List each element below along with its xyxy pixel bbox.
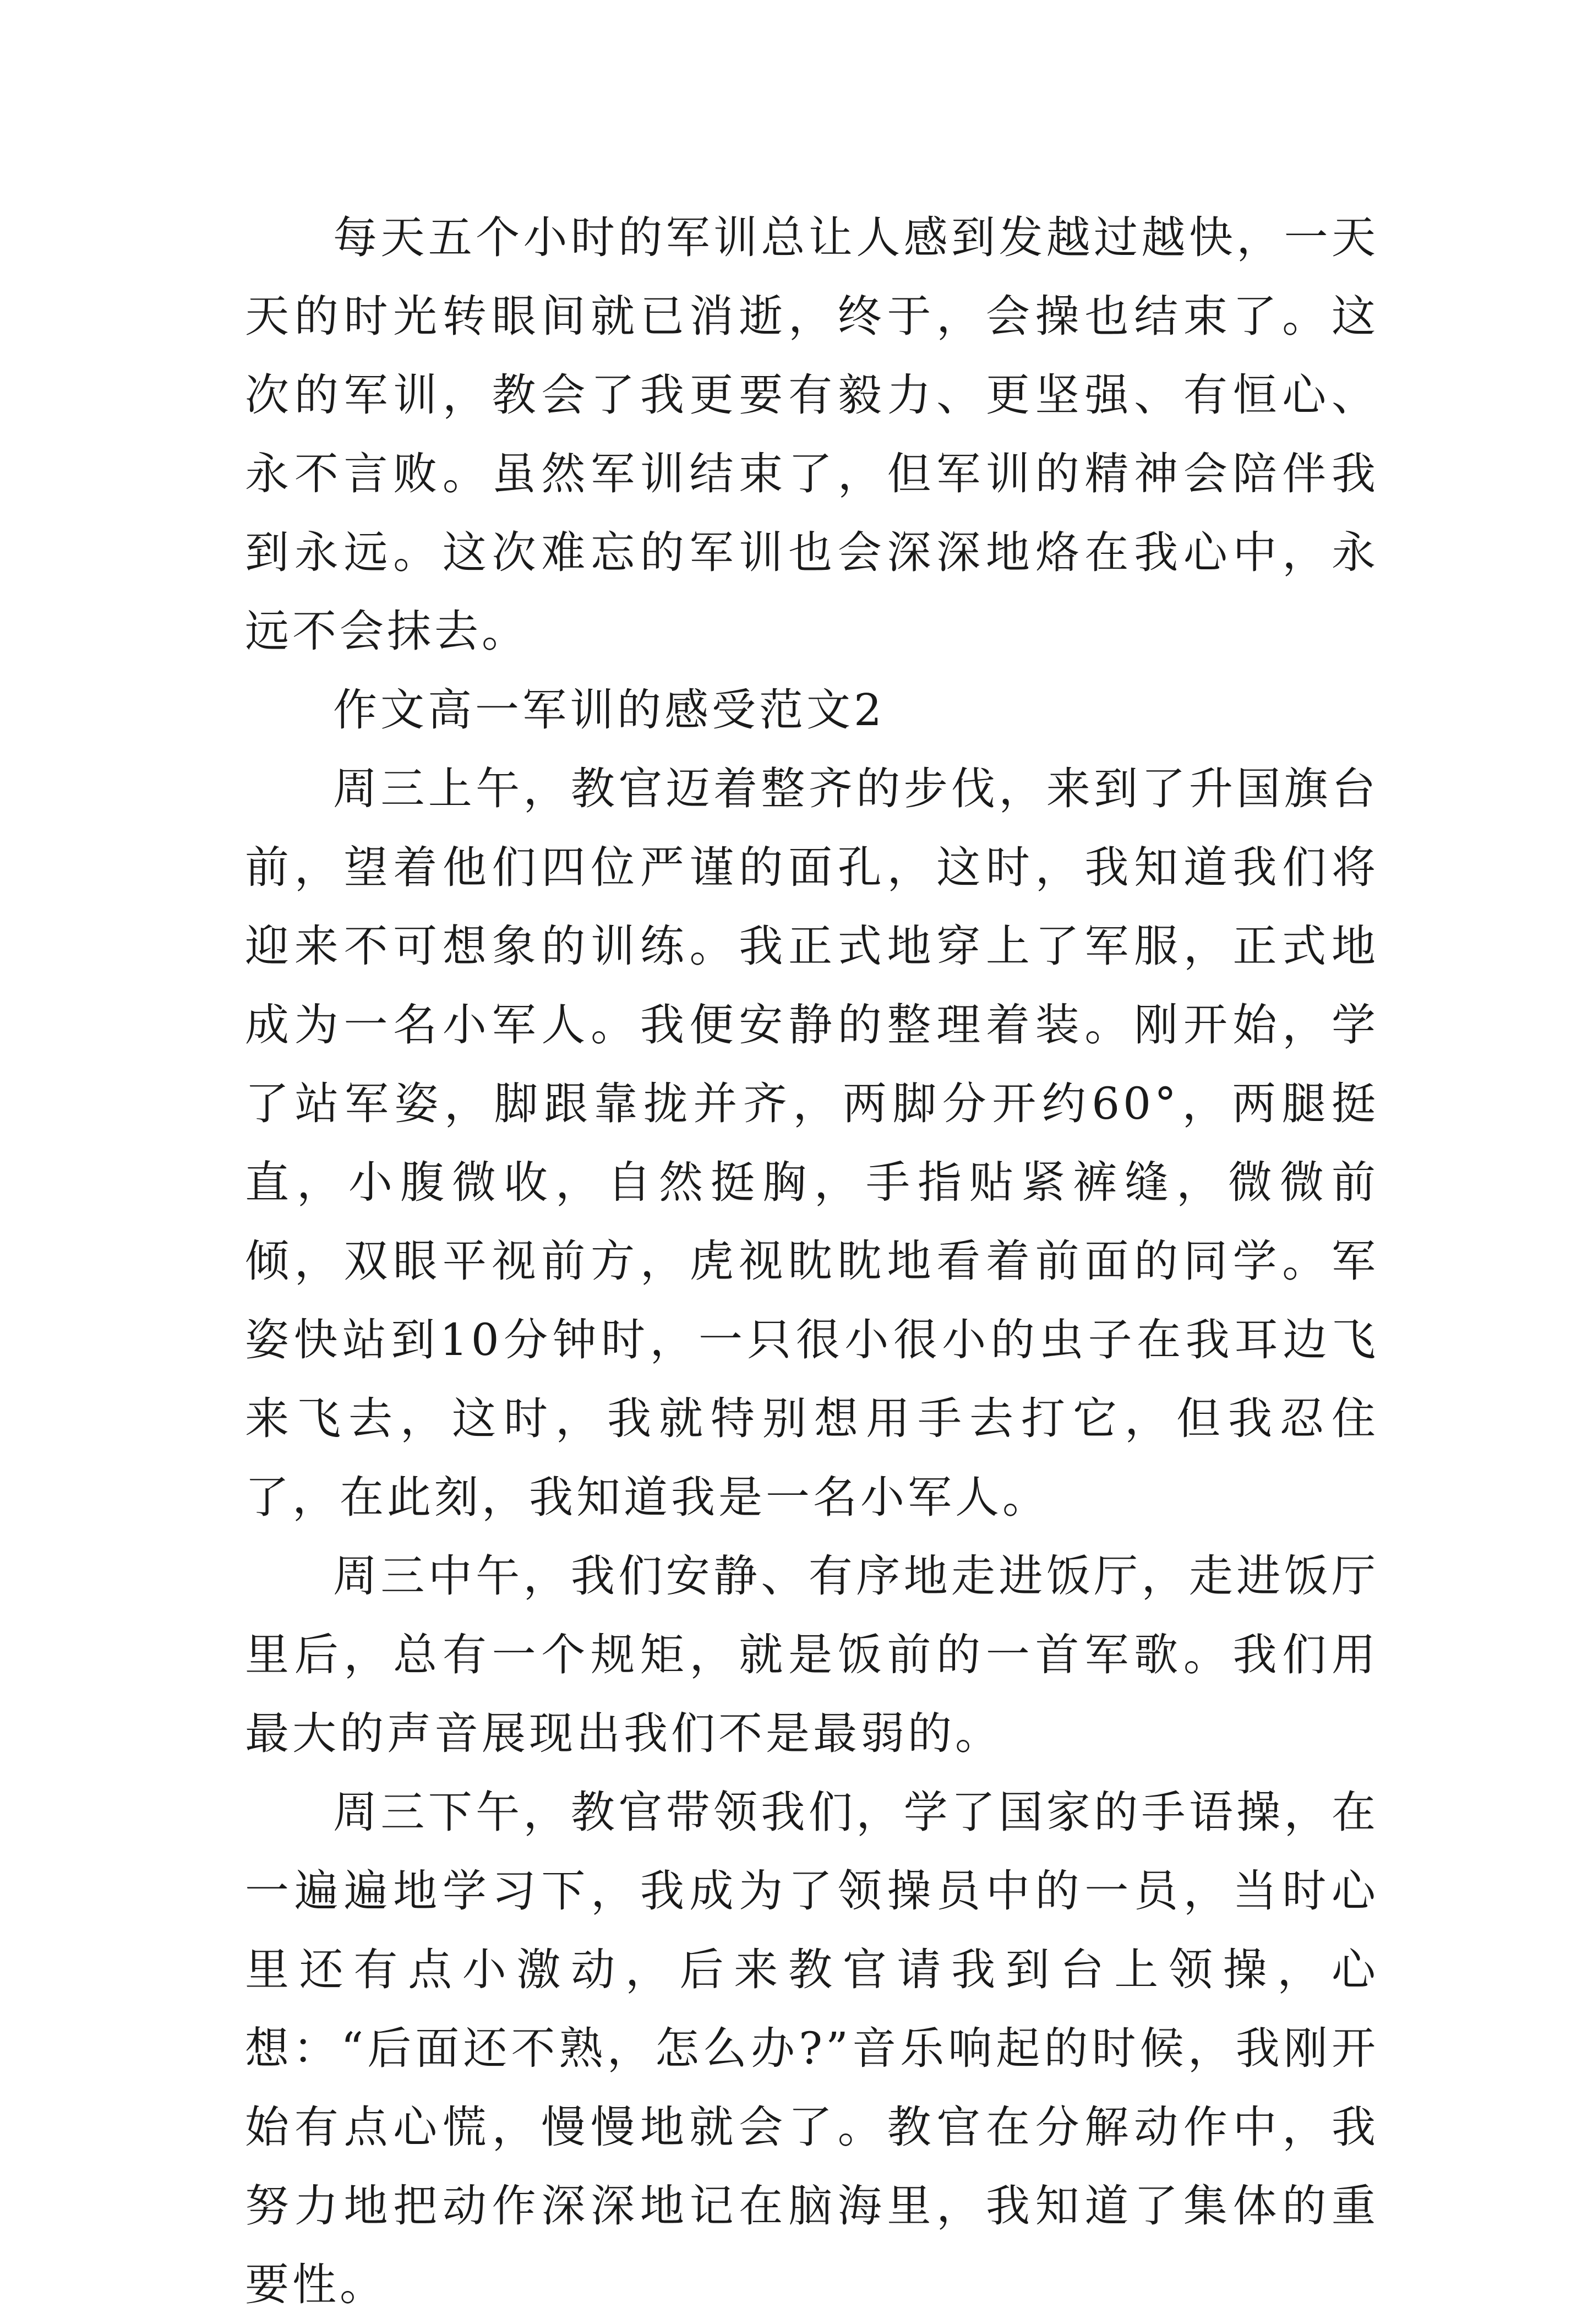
document-body	[245, 198, 1379, 2324]
paragraph-3: 周三中午，我们安静、有序地走进饭厅，走进饭厅里后，总有一个规矩，就是饭前的一首军歌。我们用最大的声音展现出我们不是最弱的。	[245, 1550, 1379, 1759]
paragraph-4: 周三下午，教官带领我们，学了国家的手语操，在一遍遍地学习下，我成为了领操员中的一员，当时心里还有点小激动，后来教官请我到台上领操，心想：“后面还不熟，怎么办?”音乐响起的时候，我刚开始有点心慌，慢慢地就会了。教官在分解动作中，我努力地把动作深深地记在脑海里，我知道了集体的重要性。	[245, 1787, 1379, 2310]
paragraph-1: 每天五个小时的军训总让人感到发越过越快，一天天的时光转眼间就已消逝，终于，会操也结束了。这次的军训，教会了我更要有毅力、更坚强、有恒心、永不言败。虽然军训结束了，但军训的精神会陪伴我到永远。这次难忘的军训也会深深地烙在我心中，永远不会抹去。	[245, 212, 1379, 657]
section-heading: 作文高一军训的感受范文2	[333, 684, 885, 736]
paragraph-2: 周三上午，教官迈着整齐的步伐，来到了升国旗台前，望着他们四位严谨的面孔，这时，我知道我们将迎来不可想象的训练。我正式地穿上了军服，正式地成为一名小军人。我便安静的整理着装。刚开始，学了站军姿，脚跟靠拢并齐，两脚分开约60°，两腿挺直，小腹微收，自然挺胸，手指贴紧裤缝，微微前倾，双眼平视前方，虎视眈眈地看着前面的同学。军姿快站到10分钟时，一只很小很小的虫子在我耳边飞来飞去，这时，我就特别想用手去打它，但我忍住了，在此刻，我知道我是一名小军人。	[245, 763, 1379, 1523]
